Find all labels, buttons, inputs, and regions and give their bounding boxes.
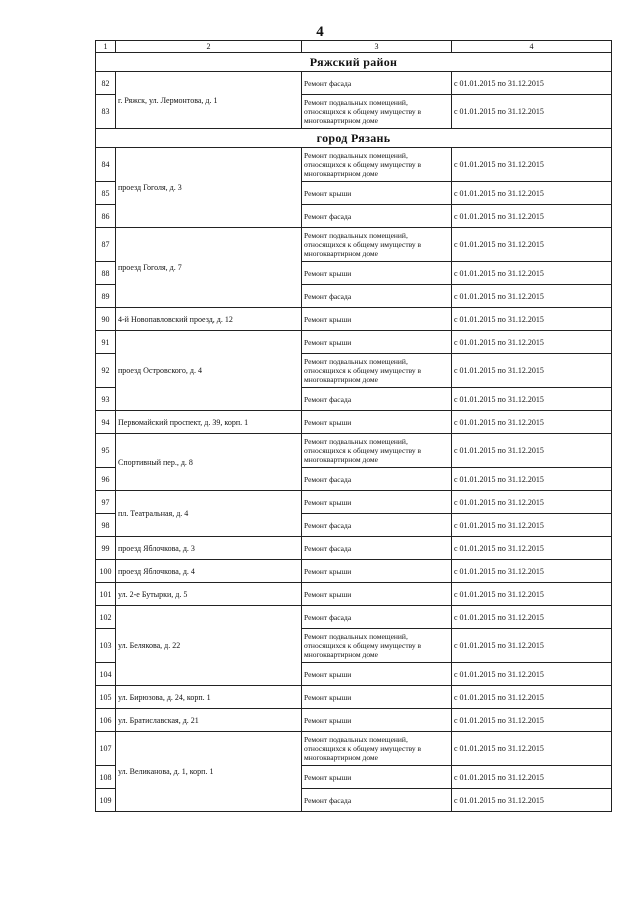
period-cell: с 01.01.2015 по 31.12.2015 [452, 732, 612, 766]
work-type-cell: Ремонт подвальных помещений, относящихся к общему имуществу в многоквартирном доме [302, 434, 452, 468]
column-number: 3 [302, 41, 452, 53]
table-row [96, 583, 612, 606]
period-cell: с 01.01.2015 по 31.12.2015 [452, 262, 612, 285]
work-type-cell: Ремонт подвальных помещений, относящихся к общему имуществу в многоквартирном доме [302, 732, 452, 766]
period-cell: с 01.01.2015 по 31.12.2015 [452, 629, 612, 663]
period-cell: с 01.01.2015 по 31.12.2015 [452, 663, 612, 686]
row-number: 85 [96, 182, 116, 205]
period-cell: с 01.01.2015 по 31.12.2015 [452, 95, 612, 129]
address-cell: Первомайский проспект, д. 39, корп. 1 [116, 411, 302, 434]
row-number: 103 [96, 629, 116, 663]
table-row [96, 709, 612, 732]
row-number: 84 [96, 148, 116, 182]
table-row [96, 411, 612, 434]
row-number: 106 [96, 709, 116, 732]
work-type-cell: Ремонт фасада [302, 537, 452, 560]
period-cell: с 01.01.2015 по 31.12.2015 [452, 468, 612, 491]
row-number: 108 [96, 766, 116, 789]
work-type-cell: Ремонт фасада [302, 606, 452, 629]
period-cell: с 01.01.2015 по 31.12.2015 [452, 686, 612, 709]
section-header-row [96, 53, 612, 72]
period-cell: с 01.01.2015 по 31.12.2015 [452, 182, 612, 205]
table-row [96, 148, 612, 182]
address-cell: 4-й Новопавловский проезд, д. 12 [116, 308, 302, 331]
period-cell: с 01.01.2015 по 31.12.2015 [452, 560, 612, 583]
row-number: 93 [96, 388, 116, 411]
column-number: 1 [96, 41, 116, 53]
table-row [96, 732, 612, 766]
row-number: 91 [96, 331, 116, 354]
row-number: 88 [96, 262, 116, 285]
address-cell: проезд Островского, д. 4 [116, 331, 302, 411]
period-cell: с 01.01.2015 по 31.12.2015 [452, 411, 612, 434]
row-number: 90 [96, 308, 116, 331]
work-type-cell: Ремонт фасада [302, 789, 452, 812]
row-number: 102 [96, 606, 116, 629]
section-title: Ряжский район [96, 53, 612, 72]
period-cell: с 01.01.2015 по 31.12.2015 [452, 434, 612, 468]
address-cell: пл. Театральная, д. 4 [116, 491, 302, 537]
section-title: город Рязань [96, 129, 612, 148]
work-type-cell: Ремонт подвальных помещений, относящихся к общему имуществу в многоквартирном доме [302, 629, 452, 663]
row-number: 105 [96, 686, 116, 709]
row-number: 83 [96, 95, 116, 129]
table-row [96, 434, 612, 468]
address-cell: ул. Бирюзова, д. 24, корп. 1 [116, 686, 302, 709]
period-cell: с 01.01.2015 по 31.12.2015 [452, 766, 612, 789]
table-row [96, 686, 612, 709]
address-cell: проезд Яблочкова, д. 3 [116, 537, 302, 560]
work-type-cell: Ремонт подвальных помещений, относящихся к общему имуществу в многоквартирном доме [302, 228, 452, 262]
work-type-cell: Ремонт крыши [302, 583, 452, 606]
address-cell: г. Ряжск, ул. Лермонтова, д. 1 [116, 72, 302, 129]
work-type-cell: Ремонт крыши [302, 308, 452, 331]
work-type-cell: Ремонт подвальных помещений, относящихся к общему имуществу в многоквартирном доме [302, 95, 452, 129]
work-type-cell: Ремонт фасада [302, 72, 452, 95]
work-type-cell: Ремонт крыши [302, 686, 452, 709]
address-cell: ул. Великанова, д. 1, корп. 1 [116, 732, 302, 812]
address-cell: ул. 2-е Бутырки, д. 5 [116, 583, 302, 606]
row-number: 82 [96, 72, 116, 95]
address-cell: проезд Гоголя, д. 3 [116, 148, 302, 228]
row-number: 99 [96, 537, 116, 560]
row-number: 101 [96, 583, 116, 606]
period-cell: с 01.01.2015 по 31.12.2015 [452, 72, 612, 95]
period-cell: с 01.01.2015 по 31.12.2015 [452, 205, 612, 228]
table-row [96, 537, 612, 560]
table-row [96, 308, 612, 331]
address-cell: ул. Братиславская, д. 21 [116, 709, 302, 732]
work-type-cell: Ремонт фасада [302, 468, 452, 491]
period-cell: с 01.01.2015 по 31.12.2015 [452, 789, 612, 812]
table-row [96, 228, 612, 262]
row-number: 86 [96, 205, 116, 228]
table-row [96, 331, 612, 354]
work-type-cell: Ремонт крыши [302, 331, 452, 354]
work-type-cell: Ремонт подвальных помещений, относящихся к общему имуществу в многоквартирном доме [302, 354, 452, 388]
row-number: 97 [96, 491, 116, 514]
work-type-cell: Ремонт крыши [302, 411, 452, 434]
row-number: 104 [96, 663, 116, 686]
period-cell: с 01.01.2015 по 31.12.2015 [452, 388, 612, 411]
table-row [96, 560, 612, 583]
work-type-cell: Ремонт крыши [302, 766, 452, 789]
row-number: 98 [96, 514, 116, 537]
work-type-cell: Ремонт фасада [302, 388, 452, 411]
address-cell: Спортивный пер., д. 8 [116, 434, 302, 491]
section-header-row [96, 129, 612, 148]
period-cell: с 01.01.2015 по 31.12.2015 [452, 285, 612, 308]
row-number: 100 [96, 560, 116, 583]
period-cell: с 01.01.2015 по 31.12.2015 [452, 491, 612, 514]
work-type-cell: Ремонт крыши [302, 560, 452, 583]
period-cell: с 01.01.2015 по 31.12.2015 [452, 228, 612, 262]
period-cell: с 01.01.2015 по 31.12.2015 [452, 583, 612, 606]
address-cell: проезд Яблочкова, д. 4 [116, 560, 302, 583]
row-number: 89 [96, 285, 116, 308]
work-type-cell: Ремонт подвальных помещений, относящихся к общему имуществу в многоквартирном доме [302, 148, 452, 182]
period-cell: с 01.01.2015 по 31.12.2015 [452, 537, 612, 560]
work-type-cell: Ремонт фасада [302, 285, 452, 308]
period-cell: с 01.01.2015 по 31.12.2015 [452, 354, 612, 388]
row-number: 95 [96, 434, 116, 468]
address-cell: ул. Белякова, д. 22 [116, 606, 302, 686]
work-type-cell: Ремонт фасада [302, 514, 452, 537]
period-cell: с 01.01.2015 по 31.12.2015 [452, 606, 612, 629]
period-cell: с 01.01.2015 по 31.12.2015 [452, 308, 612, 331]
column-number: 4 [452, 41, 612, 53]
repair-schedule-table [95, 40, 612, 812]
work-type-cell: Ремонт крыши [302, 491, 452, 514]
period-cell: с 01.01.2015 по 31.12.2015 [452, 709, 612, 732]
row-number: 92 [96, 354, 116, 388]
table-row [96, 491, 612, 514]
work-type-cell: Ремонт крыши [302, 709, 452, 732]
row-number: 96 [96, 468, 116, 491]
address-cell: проезд Гоголя, д. 7 [116, 228, 302, 308]
period-cell: с 01.01.2015 по 31.12.2015 [452, 514, 612, 537]
row-number: 109 [96, 789, 116, 812]
work-type-cell: Ремонт крыши [302, 663, 452, 686]
page-number: 4 [316, 24, 324, 40]
period-cell: с 01.01.2015 по 31.12.2015 [452, 331, 612, 354]
period-cell: с 01.01.2015 по 31.12.2015 [452, 148, 612, 182]
column-number: 2 [116, 41, 302, 53]
work-type-cell: Ремонт крыши [302, 262, 452, 285]
row-number: 107 [96, 732, 116, 766]
row-number: 87 [96, 228, 116, 262]
work-type-cell: Ремонт крыши [302, 182, 452, 205]
column-number-row [96, 41, 612, 53]
table-row [96, 606, 612, 629]
work-type-cell: Ремонт фасада [302, 205, 452, 228]
row-number: 94 [96, 411, 116, 434]
table-row [96, 72, 612, 95]
